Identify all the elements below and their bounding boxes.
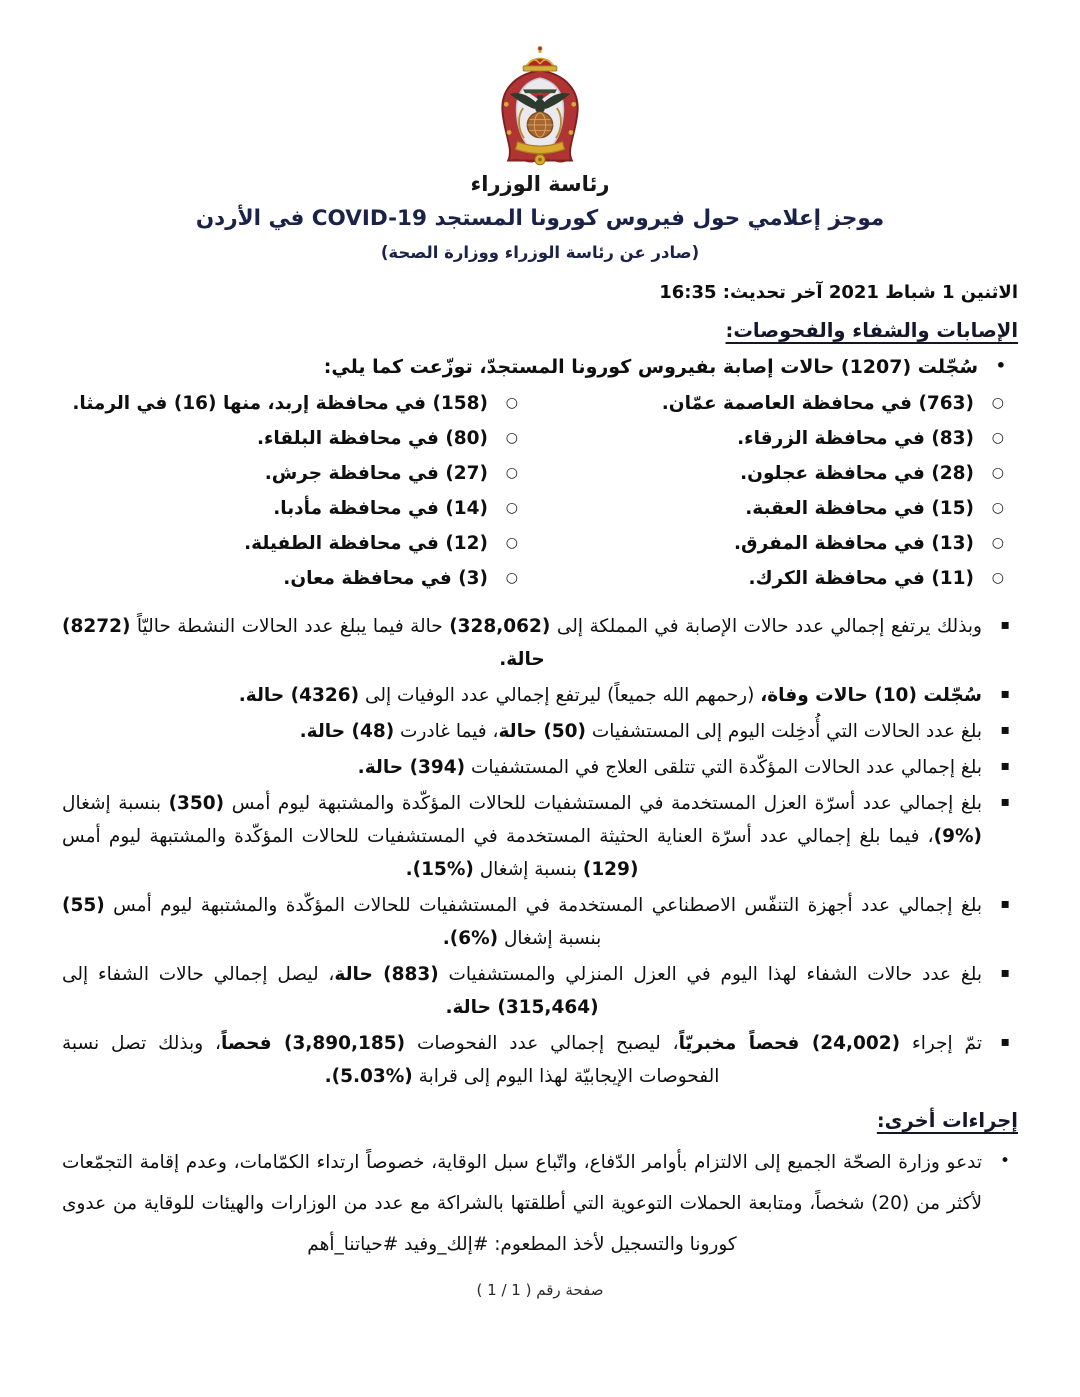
text-segment: بلغ عدد الحالات التي أُدخِلت اليوم إلى المستشفيات (586, 721, 982, 742)
square-bullet-icon: ▪ (1000, 794, 1010, 810)
text-segment: (328,062) (449, 616, 551, 637)
other-bullet-item (62, 1142, 1018, 1265)
text-segment: (رحمهم الله جميعاً) ليرتفع إجمالي عدد الوفيات إلى (359, 685, 761, 706)
stat-bullet-item (62, 679, 1018, 712)
stat-bullet-item (62, 958, 1018, 1024)
text-segment: بلغ إجمالي عدد أسرّة العزل المستخدمة في المستشفيات للحالات المؤكّدة والمشتبهة ليوم أمس (224, 793, 982, 814)
governorate-column-right (548, 386, 1018, 596)
square-bullet-icon: ▪ (1000, 1034, 1010, 1050)
intro-bullet-item (62, 356, 1018, 378)
circle-bullet-icon: ○ (991, 535, 1004, 551)
governorate-text: (158) في محافظة إربد، منها (16) في الرمثا. (72, 393, 488, 414)
text-segment: (24,002) فحصاً مخبريّاً (678, 1033, 901, 1054)
text-segment: بلغ إجمالي عدد أجهزة التنفّس الاصطناعي المستخدمة في المستشفيات للحالات المؤكّدة والمشتبهة ليوم أمس (104, 895, 982, 916)
text-segment: تمّ إجراء (900, 1033, 982, 1054)
text-segment: (%6). (442, 928, 499, 949)
circle-bullet-icon: ○ (991, 500, 1004, 516)
text-segment: (%9) (933, 826, 982, 847)
governorate-text: (80) في محافظة البلقاء. (256, 428, 488, 449)
circle-bullet-icon: ○ (991, 430, 1004, 446)
text-segment: بلغ إجمالي عدد الحالات المؤكّدة التي تتلقى العلاج في المستشفيات (465, 757, 982, 778)
governorate-item (548, 526, 1018, 561)
governorate-item (62, 386, 532, 421)
governorate-text: (13) في محافظة المفرق. (734, 533, 974, 554)
square-bullet-icon: ▪ (1000, 722, 1010, 738)
circle-bullet-icon: ○ (505, 395, 518, 411)
statistics-list (62, 610, 1018, 1093)
stat-text (62, 616, 982, 670)
stat-bullet-item (62, 787, 1018, 886)
square-bullet-icon: ▪ (1000, 617, 1010, 633)
page-title: موجز إعلامي حول فيروس كورونا المستجد COVID-19 في الأردن (195, 206, 885, 231)
star-medal-icon (535, 154, 545, 164)
text-segment: (48) حالة. (299, 721, 395, 742)
text-segment: (%5.03). (324, 1066, 413, 1087)
intro-bullet-text: سُجّلت (1207) حالات إصابة بفيروس كورونا المستجدّ، توزّعت كما يلي: (323, 356, 978, 378)
jordan-coat-of-arms-logo (465, 46, 615, 172)
square-bullet-icon: ▪ (1000, 686, 1010, 702)
section-heading-cases: الإصابات والشفاء والفحوصات: (725, 319, 1018, 342)
other-bullet-text (62, 1152, 982, 1255)
circle-bullet-icon: ○ (505, 535, 518, 551)
logo-caption: رئاسة الوزراء (470, 172, 610, 196)
governorate-text: (12) في محافظة الطفيلة. (244, 533, 488, 554)
circle-bullet-icon: ○ (505, 465, 518, 481)
text-segment: (55) (62, 895, 105, 916)
text-segment: ، وبذلك تصل نسبة الفحوصات الإيجابيّة لهذا اليوم إلى قرابة (62, 1033, 720, 1087)
stat-bullet-item (62, 1027, 1018, 1093)
stat-text (300, 721, 982, 742)
text-segment: (350) (168, 793, 225, 814)
circle-bullet-icon: ○ (991, 395, 1004, 411)
governorate-item (62, 526, 532, 561)
governorate-item (548, 456, 1018, 491)
stat-bullet-item (62, 751, 1018, 784)
square-bullet-icon: ▪ (1000, 758, 1010, 774)
stat-text (62, 964, 982, 1018)
text-segment: ، فيما بلغ إجمالي عدد أسرّة العناية الحثيثة المستخدمة في المستشفيات للحالات المؤكّدة والمشتبهة ليوم أمس (62, 826, 934, 847)
text-segment: (4326) حالة. (238, 685, 360, 706)
governorate-item (62, 491, 532, 526)
text-segment: بنسبة إشغال (498, 928, 602, 949)
logo-block (62, 46, 1018, 196)
square-bullet-icon: ▪ (1000, 896, 1010, 912)
stat-text (62, 895, 982, 949)
circle-bullet-icon: ○ (991, 465, 1004, 481)
text-segment: (8272) حالة. (62, 616, 545, 670)
governorate-list (62, 386, 1018, 596)
globe-icon (527, 112, 552, 137)
text-segment: (883) حالة (334, 964, 439, 985)
governorate-item (62, 561, 532, 596)
text-segment: ، فيما غادرت (394, 721, 499, 742)
circle-bullet-icon: ○ (505, 430, 518, 446)
text-segment: بنسبة إشغال (62, 793, 169, 814)
governorate-text: (83) في محافظة الزرقاء. (737, 428, 974, 449)
governorate-text: (27) في محافظة جرش. (264, 463, 488, 484)
governorate-item (548, 491, 1018, 526)
text-segment: (315,464) حالة. (445, 997, 599, 1018)
text-segment: (394) حالة. (357, 757, 466, 778)
page-subtitle: (صادر عن رئاسة الوزراء ووزارة الصحة) (380, 243, 700, 262)
text-segment: ، ليصبح إجمالي عدد الفحوصات (405, 1033, 679, 1054)
stat-bullet-item (62, 889, 1018, 955)
circle-bullet-icon: ○ (505, 570, 518, 586)
section-heading-other: إجراءات أخرى: (876, 1109, 1018, 1132)
governorate-text: (3) في محافظة معان. (283, 568, 488, 589)
other-measures-list (62, 1142, 1018, 1265)
text-segment: حالة فيما يبلغ عدد الحالات النشطة حاليّاً (130, 616, 450, 637)
stat-text (62, 1033, 982, 1087)
governorate-item (62, 421, 532, 456)
governorate-item (62, 456, 532, 491)
circle-bullet-icon: ○ (505, 500, 518, 516)
date-line: الاثنين 1 شباط 2021 آخر تحديث: 16:35 (659, 282, 1018, 303)
text-segment: تدعو وزارة الصحّة الجميع إلى الالتزام بأوامر الدّفاع، واتّباع سبل الوقاية، خصوصاً ارتداء الكمّامات، وعدم إقامة التجمّعات لأكثر من (20) شخصاً، ومتابعة الحملات التوعوية التي أطلقتها بالشراكة مع عدد من الوزارات والهيئات للوقاية من عدوى كورونا والتسجيل لأخذ المطعوم: #إلك_وفيد #حياتنا_أهم (62, 1152, 982, 1255)
text-segment: ، ليصل إجمالي حالات الشفاء إلى (62, 964, 335, 985)
governorate-column-left (62, 386, 532, 596)
text-segment: (129) (582, 859, 639, 880)
text-segment: سُجّلت (10) حالات وفاة، (760, 685, 982, 706)
circle-bullet-icon: ○ (991, 570, 1004, 586)
stat-bullet-item (62, 715, 1018, 748)
stat-bullet-item (62, 610, 1018, 676)
square-bullet-icon: ▪ (1000, 965, 1010, 981)
round-bullet-icon: • (999, 1151, 1010, 1171)
text-segment: بنسبة إشغال (473, 859, 583, 880)
text-segment: (50) حالة (498, 721, 587, 742)
stat-text (62, 793, 982, 880)
text-segment: وبذلك يرتفع إجمالي عدد حالات الإصابة في المملكة إلى (550, 616, 982, 637)
governorate-text: (11) في محافظة الكرك. (748, 568, 974, 589)
flag-band (523, 89, 557, 93)
round-bullet-icon: • (995, 356, 1006, 375)
text-segment: (%15). (405, 859, 474, 880)
governorate-item (548, 561, 1018, 596)
governorate-text: (763) في محافظة العاصمة عمّان. (661, 393, 974, 414)
governorate-item (548, 386, 1018, 421)
governorate-text: (28) في محافظة عجلون. (740, 463, 974, 484)
crown-icon (523, 46, 557, 71)
stat-text (239, 685, 982, 706)
text-segment: (3,890,185) فحصاً (220, 1033, 406, 1054)
governorate-text: (14) في محافظة مأدبا. (273, 498, 488, 519)
text-segment: بلغ عدد حالات الشفاء لهذا اليوم في العزل المنزلي والمستشفيات (438, 964, 982, 985)
governorate-item (548, 421, 1018, 456)
governorate-text: (15) في محافظة العقبة. (745, 498, 974, 519)
stat-text (358, 757, 982, 778)
page-number-label: صفحة رقم ( 1 / 1 ) (476, 1281, 604, 1299)
